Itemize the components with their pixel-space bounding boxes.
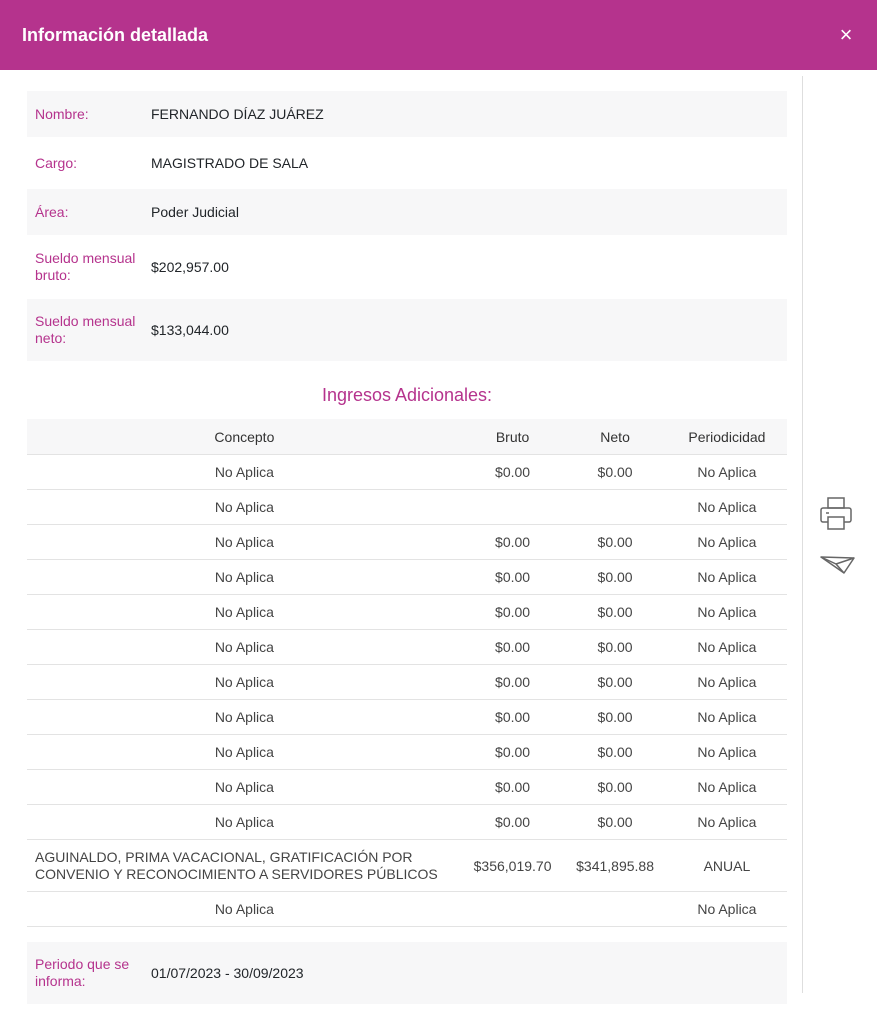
paper-plane-icon[interactable]	[818, 549, 858, 589]
sueldo-neto-label: Sueldo mensual neto:	[35, 313, 136, 346]
cell-bruto: $0.00	[462, 455, 564, 490]
additional-income-table	[27, 419, 787, 927]
table-row	[27, 455, 787, 490]
header-bruto: Bruto	[462, 419, 564, 455]
cell-bruto: $0.00	[462, 560, 564, 595]
area-label: Área:	[35, 203, 69, 220]
cell-periodicidad: No Aplica	[667, 805, 787, 840]
detail-panel	[27, 91, 787, 1004]
modal-header	[0, 0, 877, 70]
cell-concepto: AGUINALDO, PRIMA VACACIONAL, GRATIFICACIÓN POR CONVENIO Y RECONOCIMIENTO A SERVIDORES PÚBLICOS	[27, 840, 462, 892]
table-row	[27, 665, 787, 700]
action-icons	[818, 496, 858, 589]
cell-bruto: $0.00	[462, 770, 564, 805]
sueldo-neto-value: $133,044.00	[151, 322, 229, 338]
cell-concepto: No Aplica	[27, 665, 462, 700]
cell-bruto: $0.00	[462, 595, 564, 630]
cell-concepto: No Aplica	[27, 892, 462, 927]
cell-bruto	[462, 892, 564, 927]
cell-periodicidad: No Aplica	[667, 700, 787, 735]
cell-neto: $0.00	[563, 560, 667, 595]
cell-periodicidad: No Aplica	[667, 490, 787, 525]
cell-neto: $0.00	[563, 665, 667, 700]
header-neto: Neto	[563, 419, 667, 455]
cell-concepto: No Aplica	[27, 630, 462, 665]
cell-neto: $0.00	[563, 595, 667, 630]
cell-neto: $0.00	[563, 630, 667, 665]
table-row	[27, 560, 787, 595]
cell-bruto: $0.00	[462, 525, 564, 560]
info-row-nombre	[27, 91, 787, 137]
table-row	[27, 840, 787, 892]
cell-periodicidad: No Aplica	[667, 892, 787, 927]
sueldo-bruto-value: $202,957.00	[151, 259, 229, 275]
printer-icon[interactable]	[818, 496, 858, 536]
cell-bruto: $0.00	[462, 735, 564, 770]
modal-body	[0, 70, 877, 1024]
cell-neto: $341,895.88	[563, 840, 667, 892]
cell-neto: $0.00	[563, 455, 667, 490]
header-periodicidad: Periodicidad	[667, 419, 787, 455]
cell-bruto: $0.00	[462, 700, 564, 735]
cell-neto: $0.00	[563, 735, 667, 770]
cell-bruto: $0.00	[462, 630, 564, 665]
cell-neto: $0.00	[563, 770, 667, 805]
cell-periodicidad: No Aplica	[667, 770, 787, 805]
cell-concepto: No Aplica	[27, 525, 462, 560]
table-row	[27, 735, 787, 770]
cell-concepto: No Aplica	[27, 805, 462, 840]
cell-periodicidad: No Aplica	[667, 665, 787, 700]
modal-title: Información detallada	[22, 24, 209, 45]
table-row	[27, 805, 787, 840]
cargo-value: MAGISTRADO DE SALA	[151, 155, 309, 171]
periodo-value: 01/07/2023 - 30/09/2023	[151, 965, 304, 981]
periodo-label: Periodo que se informa:	[35, 956, 130, 989]
area-value: Poder Judicial	[151, 204, 239, 220]
info-row-sueldo-bruto	[27, 235, 787, 299]
cell-concepto: No Aplica	[27, 735, 462, 770]
table-row	[27, 525, 787, 560]
close-icon[interactable]: ×	[839, 22, 853, 47]
cell-periodicidad: No Aplica	[667, 525, 787, 560]
table-row	[27, 630, 787, 665]
info-row-sueldo-neto	[27, 299, 787, 361]
cell-neto	[563, 892, 667, 927]
table-row	[27, 490, 787, 525]
cell-bruto	[462, 490, 564, 525]
cell-concepto: No Aplica	[27, 560, 462, 595]
cell-concepto: No Aplica	[27, 455, 462, 490]
cell-bruto: $356,019.70	[462, 840, 564, 892]
cell-concepto: No Aplica	[27, 490, 462, 525]
cell-concepto: No Aplica	[27, 700, 462, 735]
table-row	[27, 595, 787, 630]
sueldo-bruto-label: Sueldo mensual bruto:	[35, 250, 136, 283]
cell-bruto: $0.00	[462, 665, 564, 700]
nombre-label: Nombre:	[35, 105, 89, 122]
cell-periodicidad: No Aplica	[667, 560, 787, 595]
cell-periodicidad: No Aplica	[667, 455, 787, 490]
cell-neto: $0.00	[563, 525, 667, 560]
cell-neto: $0.00	[563, 700, 667, 735]
cell-concepto: No Aplica	[27, 770, 462, 805]
table-row	[27, 770, 787, 805]
header-concepto: Concepto	[27, 419, 462, 455]
cell-periodicidad: No Aplica	[667, 595, 787, 630]
info-row-cargo	[27, 137, 787, 189]
info-row-area	[27, 189, 787, 235]
additional-income-title: Ingresos Adicionales:	[321, 385, 493, 405]
cell-neto	[563, 490, 667, 525]
table-header-row	[27, 419, 787, 455]
table-row	[27, 700, 787, 735]
cell-neto: $0.00	[563, 805, 667, 840]
info-row-periodo	[27, 942, 787, 1004]
vertical-divider	[802, 76, 803, 993]
table-row	[27, 892, 787, 927]
cell-concepto: No Aplica	[27, 595, 462, 630]
cell-bruto: $0.00	[462, 805, 564, 840]
nombre-value: FERNANDO DÍAZ JUÁREZ	[151, 106, 324, 122]
cargo-label: Cargo:	[35, 154, 78, 171]
cell-periodicidad: No Aplica	[667, 630, 787, 665]
cell-periodicidad: ANUAL	[667, 840, 787, 892]
cell-periodicidad: No Aplica	[667, 735, 787, 770]
